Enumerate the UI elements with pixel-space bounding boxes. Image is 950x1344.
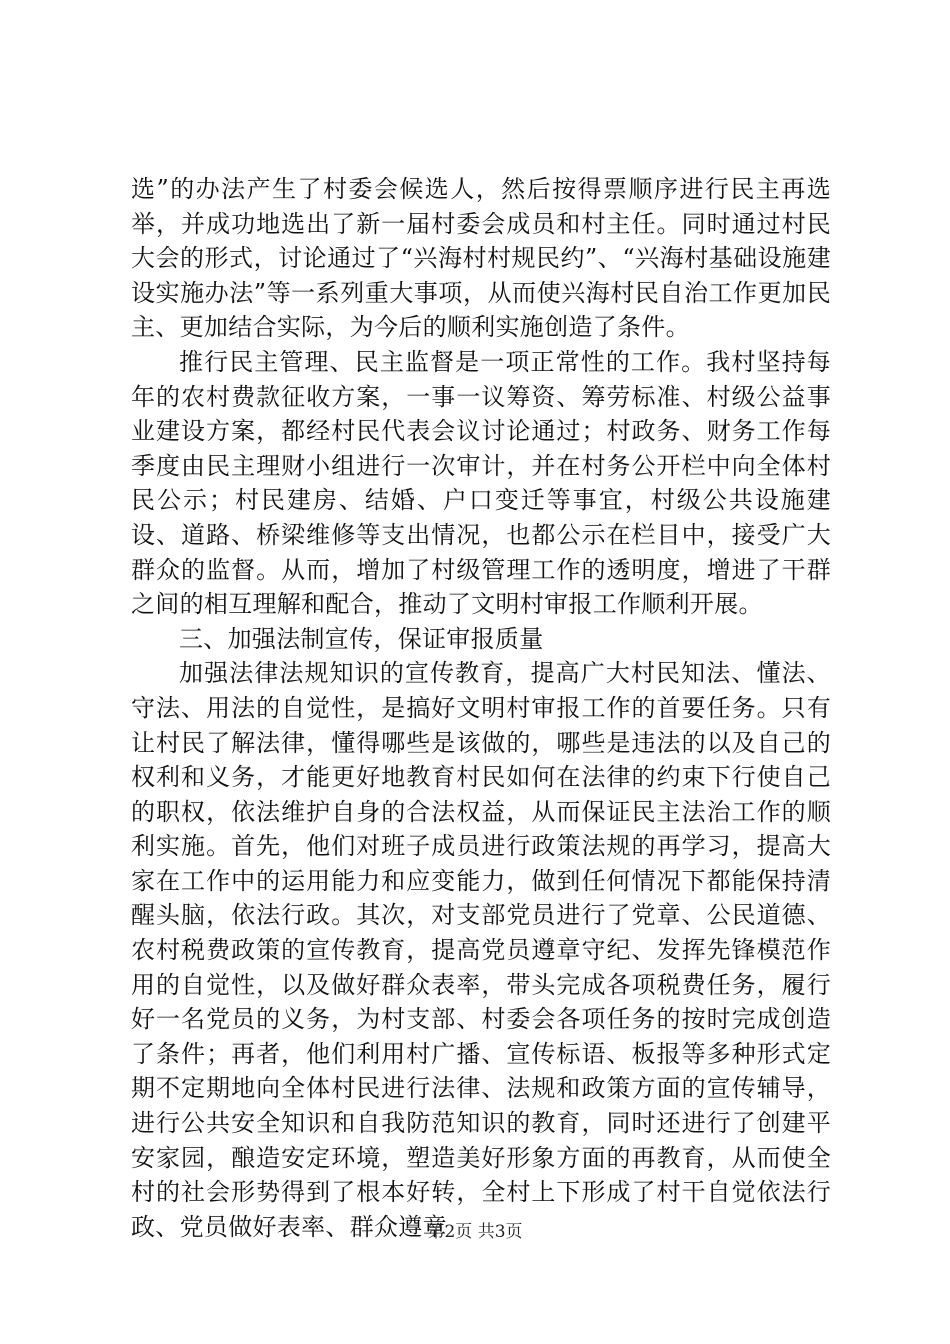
paragraph-continued: 选”的办法产生了村委会候选人，然后按得票顺序进行民主再选举，并成功地选出了新一届村委会成员和村主任。同时通过村民大会的形式，讨论通过了“兴海村村规民约”、“兴海村基础设施建设实施办法”等一系列重大事项，从而使兴海村民自治工作更加民主、更加结合实际，为今后的顺利实施创造了条件。 [131, 175, 831, 342]
page-number-footer: 第2页 共3页 [427, 1222, 523, 1242]
paragraph-democratic-management: 推行民主管理、民主监督是一项正常性的工作。我村坚持每年的农村费款征收方案，一事一议筹资、筹劳标准、村级公益事业建设方案，都经村民代表会议讨论通过；村政务、财务工作每季度由民主理财小组进行一次审计，并在村务公开栏中向全体村民公示；村民建房、结婚、户口变迁等事宜，村级公共设施建设、道路、桥梁维修等支出情况，也都公示在栏目中，接受广大群众的监督。从而，增加了村级管理工作的透明度，增进了干群之间的相互理解和配合，推动了文明村审报工作顺利开展。 [131, 347, 831, 619]
paragraph-legal-education: 加强法律法规知识的宣传教育，提高广大村民知法、懂法、守法、用法的自觉性，是搞好文明村审报工作的首要任务。只有让村民了解法律，懂得哪些是该做的，哪些是违法的以及自己的权利和义务，才能更好地教育村民如何在法律的约束下行使自己的职权，依法维护自身的合法权益，从而保证民主法治工作的顺利实施。首先，他们对班子成员进行政策法规的再学习，提高大家在工作中的运用能力和应变能力，做到任何情况下都能保持清醒头脑，依法行政。其次，对支部党员进行了党章、公民道德、农村税费政策的宣传教育，提高党员遵章守纪、发挥先锋模范作用的自觉性，以及做好群众表率，带头完成各项税费任务，履行好一名党员的义务，为村支部、村委会各项任务的按时完成创造了条件；再者，他们利用村广播、宣传标语、板报等多种形式定期不定期地向全体村民进行法律、法规和政策方面的宣传辅导，进行公共安全知识和自我防范知识的教育，同时还进行了创建平安家园，酿造安定环境，塑造美好形象方面的再教育，从而使全村的社会形势得到了根本好转，全村上下形成了村干自觉依法行政、党员做好表率、群众遵章 [131, 659, 831, 1241]
document-body [131, 172, 831, 1244]
section-heading: 三、加强法制宣传，保证审报质量 [179, 624, 544, 653]
